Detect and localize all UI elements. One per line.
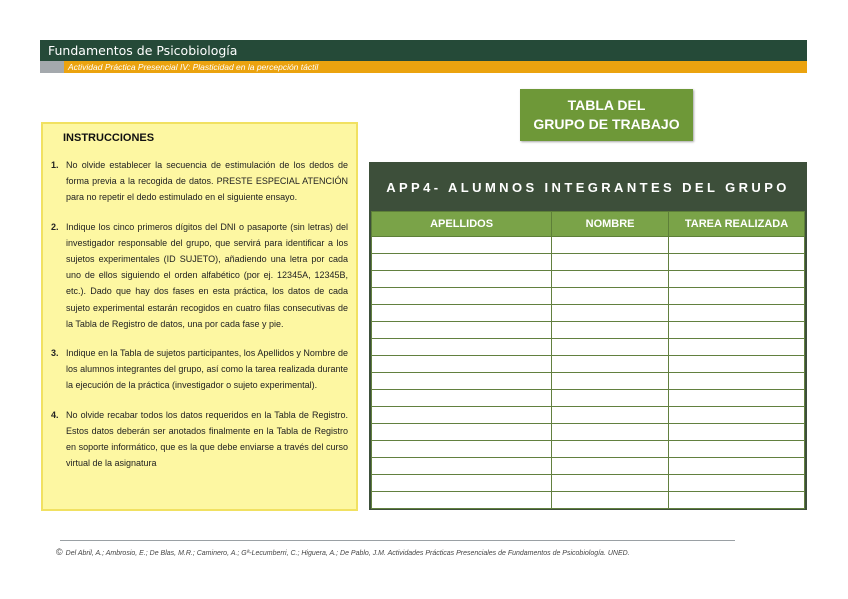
instruction-text: No olvide establecer la secuencia de estimulación de los dedos de forma previa a la recogida de datos. PRESTE ESPECIAL ATENCIÓN para no repetir el dedo estimulado en el siguiente ensayo.	[66, 160, 348, 203]
table-row	[372, 271, 805, 288]
table-cell[interactable]	[552, 271, 669, 288]
table-row	[372, 356, 805, 373]
column-header-nombre: NOMBRE	[552, 212, 669, 237]
instruction-item	[51, 407, 348, 472]
instructions-panel	[41, 122, 358, 511]
table-body	[372, 237, 805, 509]
table-cell[interactable]	[669, 373, 805, 390]
table-cell[interactable]	[552, 356, 669, 373]
instruction-text: Indique en la Tabla de sujetos participantes, los Apellidos y Nombre de los alumnos integrantes del grupo, así como la tarea realizada durante la ejecución de la práctica (investigador o sujeto experimental).	[66, 348, 348, 391]
table-cell[interactable]	[669, 288, 805, 305]
instruction-number: 1.	[51, 160, 59, 170]
instructions-heading: INSTRUCCIONES	[63, 132, 155, 144]
instruction-item	[51, 345, 348, 394]
table-cell[interactable]	[372, 407, 552, 424]
table-cell[interactable]	[552, 492, 669, 509]
instruction-number: 2.	[51, 221, 59, 232]
table-cell[interactable]	[372, 458, 552, 475]
table-row	[372, 288, 805, 305]
table-cell[interactable]	[372, 237, 552, 254]
table-cell[interactable]	[669, 441, 805, 458]
table-cell[interactable]	[552, 424, 669, 441]
table-cell[interactable]	[372, 305, 552, 322]
table-cell[interactable]	[552, 390, 669, 407]
course-title: Fundamentos de Psicobiología	[48, 43, 238, 58]
table-row	[372, 322, 805, 339]
instruction-item	[51, 157, 348, 206]
instruction-text: Indique los cinco primeros dígitos del DNI o pasaporte (sin letras) del investigador responsable del grupo, que servirá para identificar a los sujetos experimentales (ID SUJETO), añadiendo una letra por cada uno de ellos siguiendo el orden alfabético (por ej. 12345A, 12345B, etc.). Dado que hay dos fases en esta práctica, los datos de cada sujeto experimental estarán recogidos en cuatro filas consecutivas de la Tabla de Registro de datos, una por cada fase y pie.	[66, 221, 348, 329]
table-cell[interactable]	[552, 373, 669, 390]
table-row	[372, 305, 805, 322]
table-cell[interactable]	[372, 390, 552, 407]
table-cell[interactable]	[669, 492, 805, 509]
table-cell[interactable]	[669, 390, 805, 407]
table-cell[interactable]	[372, 339, 552, 356]
column-header-tarea: TAREA REALIZADA	[669, 212, 805, 237]
table-cell[interactable]	[372, 254, 552, 271]
citation-text: Del Abril, A.; Ambrosio, E.; De Blas, M.R.; Caminero, A.; Gª-Lecumberri, C.; Higuera, A.; De Pablo, J.M. Actividades Prácticas Presenciales de Fundamentos de Psicobiología. UNED.	[65, 550, 630, 557]
table-cell[interactable]	[552, 339, 669, 356]
table-cell[interactable]	[372, 322, 552, 339]
table-cell[interactable]	[669, 458, 805, 475]
table-row	[372, 339, 805, 356]
table-row	[372, 373, 805, 390]
subtitle-grey-block	[40, 61, 64, 73]
table-cell[interactable]	[669, 339, 805, 356]
table-cell[interactable]	[372, 356, 552, 373]
table-cell[interactable]	[669, 237, 805, 254]
table-cell[interactable]	[669, 424, 805, 441]
group-members-table-panel	[369, 162, 807, 510]
table-cell[interactable]	[552, 441, 669, 458]
table-cell[interactable]	[669, 254, 805, 271]
table-cell[interactable]	[552, 322, 669, 339]
table-cell[interactable]	[552, 305, 669, 322]
title-line-1: TABLA DEL	[567, 97, 646, 113]
table-header-row	[372, 212, 805, 237]
instruction-number: 4.	[51, 409, 59, 420]
table-row	[372, 407, 805, 424]
group-table-heading: APP4- ALUMNOS INTEGRANTES DEL GRUPO	[371, 164, 805, 211]
table-cell[interactable]	[552, 407, 669, 424]
table-cell[interactable]	[552, 475, 669, 492]
table-cell[interactable]	[552, 288, 669, 305]
footer-divider	[60, 540, 735, 541]
table-cell[interactable]	[669, 356, 805, 373]
table-cell[interactable]	[669, 322, 805, 339]
table-cell[interactable]	[372, 475, 552, 492]
column-header-apellidos: APELLIDOS	[372, 212, 552, 237]
table-row	[372, 458, 805, 475]
table-cell[interactable]	[552, 254, 669, 271]
table-cell[interactable]	[372, 424, 552, 441]
table-row	[372, 475, 805, 492]
group-table-title-box	[520, 89, 693, 141]
table-cell[interactable]	[372, 271, 552, 288]
table-row	[372, 254, 805, 271]
table-cell[interactable]	[552, 237, 669, 254]
table-row	[372, 492, 805, 509]
table-cell[interactable]	[552, 458, 669, 475]
table-row	[372, 390, 805, 407]
table-cell[interactable]	[669, 475, 805, 492]
table-row	[372, 441, 805, 458]
table-cell[interactable]	[372, 288, 552, 305]
instruction-number: 3.	[51, 348, 59, 359]
table-row	[372, 237, 805, 254]
activity-subtitle-bar	[64, 61, 807, 73]
table-cell[interactable]	[669, 407, 805, 424]
instruction-item	[51, 219, 348, 332]
table-cell[interactable]	[669, 305, 805, 322]
footer-citation	[56, 547, 630, 557]
copyright-icon: ©	[56, 547, 63, 557]
course-header-bar	[40, 40, 807, 61]
instructions-list	[51, 157, 348, 471]
table-cell[interactable]	[372, 492, 552, 509]
table-cell[interactable]	[372, 441, 552, 458]
table-cell[interactable]	[372, 373, 552, 390]
title-line-2: GRUPO DE TRABAJO	[533, 116, 680, 132]
table-row	[372, 424, 805, 441]
table-cell[interactable]	[669, 271, 805, 288]
group-members-table	[371, 211, 805, 509]
instruction-text: No olvide recabar todos los datos requeridos en la Tabla de Registro. Estos datos deberán ser anotados finalmente en la Tabla de Registro en soporte informático, que es la que debe enviarse a través del curso virtual de la asignatura	[66, 409, 348, 469]
activity-subtitle: Actividad Práctica Presencial IV: Plasticidad en la percepción táctil	[68, 62, 319, 72]
